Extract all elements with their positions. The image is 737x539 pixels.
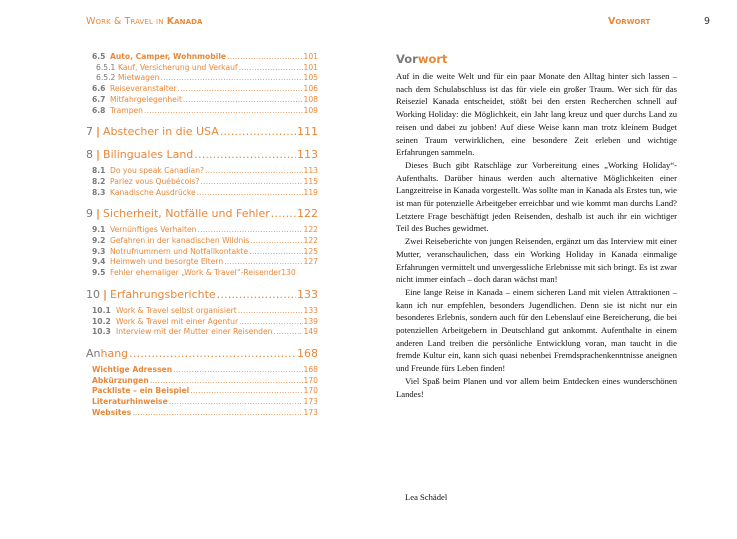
toc-page: 115 xyxy=(303,176,318,186)
toc-entry[interactable] xyxy=(86,408,318,419)
running-head-section: Vorwort xyxy=(608,16,651,27)
toc-leader-dots xyxy=(238,306,303,317)
paragraph: Viel Spaß beim Planen und vor allem beim Entdecken eines wunderschönen Landes! xyxy=(396,375,677,399)
toc-page: 108 xyxy=(303,94,318,104)
toc-number: 8.2 xyxy=(92,176,106,186)
toc-title: Literaturhinweise xyxy=(92,397,168,407)
toc-leader-dots xyxy=(178,84,303,95)
toc-number: 6.7 xyxy=(92,94,106,104)
toc-ch6-section xyxy=(86,52,318,116)
running-head-book-title xyxy=(86,16,203,27)
toc-page: 119 xyxy=(303,187,318,197)
toc-title: Wichtige Adressen xyxy=(92,364,173,374)
toc-title: Work & Travel selbst organisiert xyxy=(116,305,237,315)
toc-entry[interactable] xyxy=(86,327,318,338)
toc-chapter-7[interactable] xyxy=(86,125,318,139)
toc-leader-dots xyxy=(173,365,302,376)
toc-entry[interactable] xyxy=(86,225,318,236)
toc-leader-dots xyxy=(200,177,302,188)
toc-title: Notrufnummern und Notfallkontakte xyxy=(110,246,249,256)
toc-chapter-number: 10 xyxy=(86,287,100,301)
toc-leader-dots xyxy=(194,148,296,162)
toc-entry[interactable] xyxy=(86,268,318,279)
toc-chapter-9[interactable] xyxy=(86,207,318,221)
toc-page: 113 xyxy=(303,166,318,176)
paragraph: Dieses Buch gibt Ratschläge zur Vorbereitung eines „Working Holiday“-Aufenthalts. Darüber hinaus werden auch alternative Möglichkeiten einer Langzeitreise in Kanada vorgestellt. Was sollte man in Kanada als Erstes tun, wie ist man für potenzielle Arbeitgeber erreichbar und wie kommt man durchs Land? Letztere Frage beschäftigt jeden Reisenden, deshalb ist auch ihr ein wichtiger Teil des Buches gewidmet. xyxy=(396,159,677,234)
toc-leader-dots xyxy=(239,317,302,328)
toc-title: Kauf, Versicherung und Verkauf xyxy=(118,62,238,72)
toc-entry[interactable] xyxy=(86,306,318,317)
toc-entry[interactable] xyxy=(86,257,318,268)
toc-number: 6.5 xyxy=(92,52,106,61)
toc-chapter-title: Sicherheit, Notfälle und Fehler xyxy=(103,207,270,221)
toc-page: 109 xyxy=(303,105,318,115)
toc-chapter-number: 9 xyxy=(86,207,93,221)
toc-chapter-8[interactable] xyxy=(86,148,318,162)
toc-title: Fehler ehemaliger „Work & Travel“-Reisender xyxy=(110,268,282,278)
toc-number: 9.3 xyxy=(92,246,106,256)
toc-number: 10.3 xyxy=(92,327,111,337)
toc-leader-dots xyxy=(183,95,303,106)
toc-leader-dots xyxy=(239,63,303,74)
toc-entry[interactable] xyxy=(86,63,318,74)
toc-number: 6.5.1 xyxy=(96,62,116,72)
toc-entry[interactable] xyxy=(86,317,318,328)
toc-page: 127 xyxy=(303,257,318,267)
toc-leader-dots xyxy=(169,397,303,408)
toc-entry[interactable] xyxy=(86,386,318,397)
toc-page: 105 xyxy=(303,73,318,83)
toc-page: 173 xyxy=(303,397,318,407)
toc-page: 133 xyxy=(303,305,318,315)
toc-page: 113 xyxy=(297,148,318,162)
toc-page: 122 xyxy=(303,225,318,235)
toc-number: 6.8 xyxy=(92,105,106,115)
toc-leader-dots xyxy=(217,288,296,302)
paragraph: Zwei Reiseberichte von jungen Reisenden, ergänzt um das Interview mit einer Mutter, veranschaulichen, dass ein Working Holiday in Kanada einmalige Erfahrungen vermittelt und unvergessliche Erlebnisse mit sich bringt. Es ist zwar nicht immer einfach – doch daran wächst man! xyxy=(396,236,677,285)
chapter-separator-bar: | xyxy=(96,125,101,139)
toc-leader-dots xyxy=(205,166,302,177)
toc-leader-dots xyxy=(198,225,303,236)
toc-number: 9.5 xyxy=(92,268,106,278)
toc-entry[interactable] xyxy=(86,95,318,106)
author-signature: Lea Schädel xyxy=(405,492,448,502)
toc-title: Packliste – ein Beispiel xyxy=(92,386,190,396)
left-page xyxy=(0,0,368,539)
toc-entry[interactable] xyxy=(86,73,318,84)
toc-number: 9.4 xyxy=(92,257,106,267)
toc-page: 133 xyxy=(297,287,318,301)
toc-entry[interactable] xyxy=(86,188,318,199)
toc-chapter-10[interactable] xyxy=(86,288,318,302)
toc-page: 106 xyxy=(303,84,318,94)
toc-page: 168 xyxy=(297,346,318,360)
toc-page: 139 xyxy=(303,316,318,326)
toc-title: Vernünftiges Verhalten xyxy=(110,225,197,235)
toc-leader-dots xyxy=(249,247,302,258)
toc-title: Gefahren in der kanadischen Wildnis xyxy=(110,236,250,246)
toc-leader-dots xyxy=(220,125,296,139)
toc-page: 122 xyxy=(303,236,318,246)
toc-page: 170 xyxy=(303,386,318,396)
toc-page: 173 xyxy=(303,407,318,417)
toc-chapter-title: Erfahrungsberichte xyxy=(110,287,216,301)
toc-leader-dots xyxy=(150,376,303,387)
toc-entry[interactable] xyxy=(86,376,318,387)
toc-leader-dots xyxy=(273,327,302,338)
toc-number: 6.6 xyxy=(92,84,106,94)
table-of-contents xyxy=(86,52,318,418)
toc-title: Websites xyxy=(92,407,132,417)
running-head-prefix: Work & Travel in xyxy=(86,16,167,27)
toc-number: 9.2 xyxy=(92,236,106,246)
paragraph: Eine lange Reise in Kanada – einem sicheren Land mit vielen Attraktionen – kann ich nur empfehlen, besonders Jugendlichen. Denn sie ist nicht nur ein besonderes Erlebnis, sondern auch für den Lebenslauf eine Bereicherung, die bei potenziellen Arbeitgebern in Deutschland gut ankommt. Aufenthalte in einem anderen Land treiben die persönliche Entwicklung voran, man taucht in die fremde Kultur ein, kann sich quasi nebenbei Fremdsprachenkenntnisse aneignen und Freunde fürs Leben finden! xyxy=(396,286,677,374)
toc-title: Kanadische Ausdrücke xyxy=(110,187,196,197)
toc-page: 111 xyxy=(297,125,318,139)
preface-body xyxy=(396,70,677,400)
toc-page: 130 xyxy=(281,268,296,278)
toc-leader-dots xyxy=(160,73,302,84)
toc-entry[interactable] xyxy=(86,106,318,117)
page-number: 9 xyxy=(704,16,711,27)
toc-leader-dots xyxy=(190,386,302,397)
toc-leader-dots xyxy=(144,106,303,117)
heading-grey-part: Vor xyxy=(396,52,418,66)
toc-leader-dots xyxy=(129,347,296,361)
toc-page: 149 xyxy=(303,327,318,337)
toc-chapter-title: Abstecher in die USA xyxy=(103,125,219,139)
chapter-separator-bar: | xyxy=(96,148,101,162)
toc-anhang-title xyxy=(86,347,128,361)
heading-accent-part: wort xyxy=(417,52,448,66)
toc-number: 6.5.2 xyxy=(96,73,116,83)
chapter-separator-bar: | xyxy=(103,287,108,301)
toc-leader-dots xyxy=(197,188,303,199)
toc-entry[interactable] xyxy=(86,166,318,177)
toc-entry[interactable] xyxy=(86,247,318,258)
anhang-title-grey: An xyxy=(86,346,101,360)
running-head-accent: Kanada xyxy=(166,16,203,27)
toc-title: Interview mit der Mutter einer Reisenden xyxy=(116,327,273,337)
toc-page: 125 xyxy=(303,246,318,256)
toc-title: Mietwagen xyxy=(118,73,160,83)
toc-chapter-title: Bilinguales Land xyxy=(103,148,194,162)
toc-title: Abkürzungen xyxy=(92,375,149,385)
paragraph: Auf in die weite Welt und für ein paar Monate den Alltag hinter sich lassen – nach dem Schulabschluss ist das für viele ein großer Traum. Wer sich für das Reiseziel Kanada entscheidet, stößt bei den ersten Recherchen schnell auf Working Holiday: die Möglichkeit, ein Jahr lang kreuz und quer durchs Land zu reisen und dabei zu jobben! Auf diese Weise kann man trotz kleinem Budget seinen Traum verwirklichen, eine besondere Zeit erleben und wichtige Erfahrungen sammeln. xyxy=(396,71,677,158)
toc-entry[interactable] xyxy=(86,52,318,63)
toc-leader-dots xyxy=(132,408,302,419)
right-page xyxy=(368,0,737,539)
toc-entry[interactable] xyxy=(86,177,318,188)
toc-number: 8.3 xyxy=(92,187,106,197)
chapter-separator-bar: | xyxy=(96,207,101,221)
toc-title: Do you speak Canadian? xyxy=(110,166,205,176)
anhang-title-accent: hang xyxy=(100,346,129,360)
toc-entry[interactable] xyxy=(86,365,318,376)
toc-title: Trampen xyxy=(110,105,143,115)
toc-title: Heimweh und besorgte Eltern xyxy=(110,257,224,267)
toc-title: Work & Travel mit einer Agentur xyxy=(116,316,239,326)
toc-number: 9.1 xyxy=(92,225,106,235)
toc-number: 8.1 xyxy=(92,166,106,176)
toc-title: Reiseveranstalter xyxy=(110,84,177,94)
toc-title: Mitfahrgelegenheit xyxy=(110,94,182,104)
toc-number: 10.1 xyxy=(92,305,111,315)
toc-page: 101 xyxy=(303,52,318,61)
toc-page: 170 xyxy=(303,375,318,385)
toc-title: Auto, Camper, Wohnmobile xyxy=(110,52,227,61)
toc-chapter-number: 8 xyxy=(86,148,93,162)
toc-entry[interactable] xyxy=(86,84,318,95)
toc-anhang[interactable] xyxy=(86,347,318,361)
toc-page: 168 xyxy=(303,364,318,374)
toc-chapter-number: 7 xyxy=(86,125,93,139)
section-heading xyxy=(396,52,448,66)
toc-leader-dots xyxy=(224,257,302,268)
toc-title: Parlez vous Québécois? xyxy=(110,176,200,186)
toc-number: 10.2 xyxy=(92,316,111,326)
toc-leader-dots xyxy=(250,236,302,247)
toc-leader-dots xyxy=(271,207,296,221)
toc-leader-dots xyxy=(227,52,302,63)
toc-entry[interactable] xyxy=(86,397,318,408)
toc-page: 122 xyxy=(297,207,318,221)
toc-entry[interactable] xyxy=(86,236,318,247)
toc-page: 101 xyxy=(303,62,318,72)
